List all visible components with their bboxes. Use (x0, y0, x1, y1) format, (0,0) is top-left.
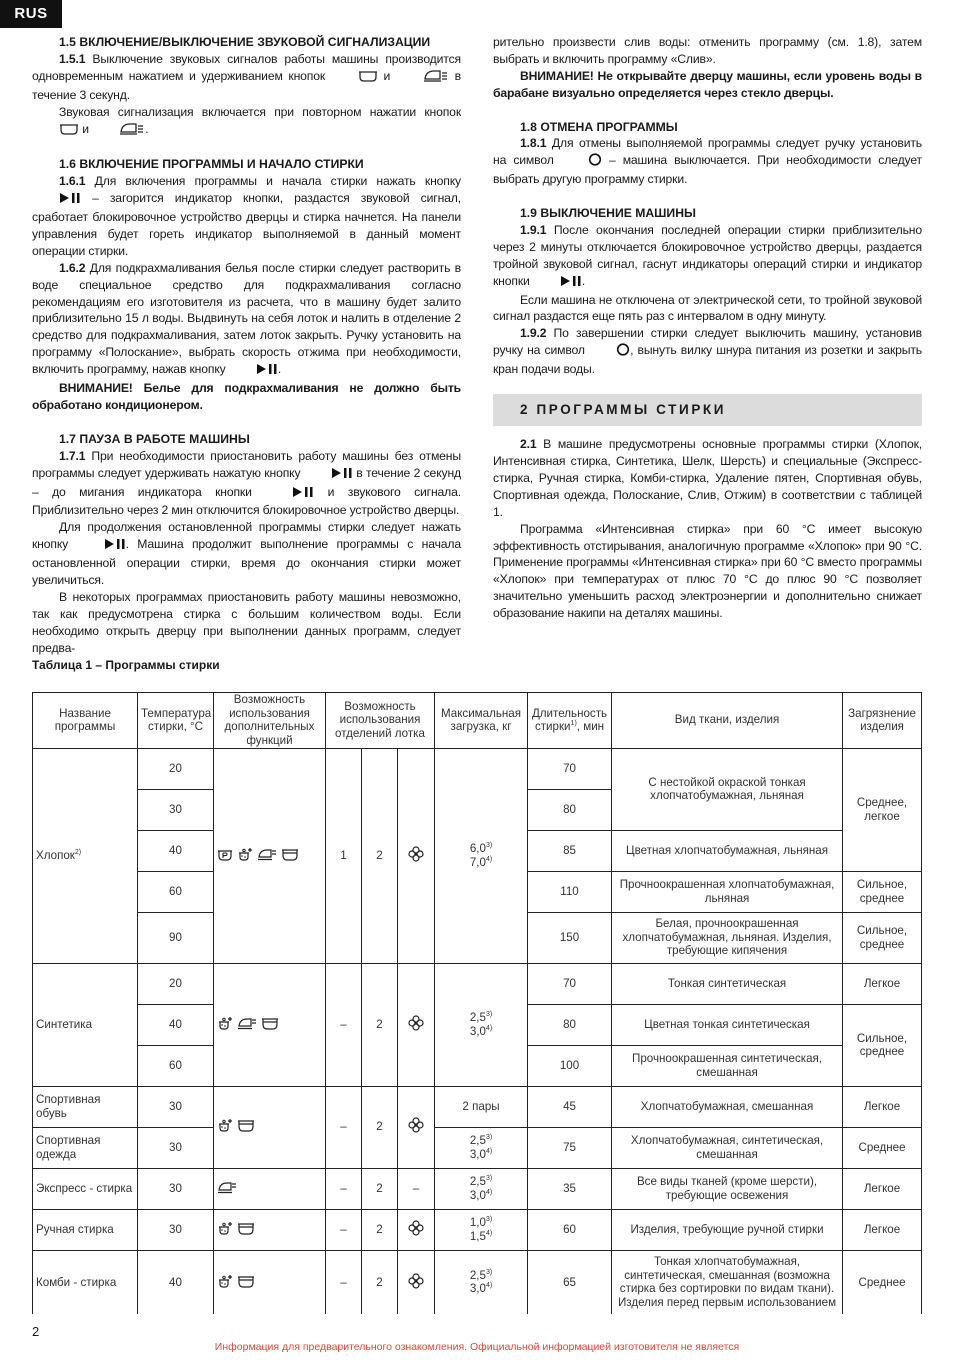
duration-cell: 70 (528, 963, 612, 1004)
fabric-cell: Все виды тканей (кроме шерсти), требующие освежения (612, 1168, 843, 1209)
temp-cell: 30 (138, 1086, 214, 1127)
soil-cell: Легкое (843, 1086, 922, 1127)
fabric-cell: С нестойкой окраской тонкая хлопчатобумажная, льняная (612, 748, 843, 830)
temp-cell: 30 (138, 789, 214, 830)
tray-2-cell: 2 (362, 1250, 398, 1314)
program-name: Ручная стирка (33, 1209, 138, 1250)
load-cell: 2,5$^{3)}$ 3,0$^{4)}$ (435, 1168, 528, 1209)
fabric-cell: Тонкая хлопчатобумажная, синтетическая, смешанная (возможна стирка без сортировки по видам ткани). Изделия перед первым использованием (612, 1250, 843, 1314)
functions-cell (214, 748, 326, 963)
off-circle-icon (589, 343, 630, 361)
extra-rinse-icon (237, 1274, 255, 1292)
load-cell: 2,5$^{3)}$ 3,0$^{4)}$ (435, 1250, 528, 1314)
table-row (33, 1127, 922, 1168)
functions-cell (214, 1250, 326, 1314)
softener-compartment-icon (408, 1021, 424, 1034)
paragraph-1-9-1b: Если машина не отключена от электрической сети, то тройной звуковой сигнал раздастся еще пять раз с интервалом в одну минуту. (493, 292, 922, 324)
start-pause-icon (304, 467, 353, 484)
temp-cell: 30 (138, 1168, 214, 1209)
stain-removal-icon (217, 1016, 233, 1034)
header-tray: Возможность использования отделений лотка (326, 692, 435, 748)
program-name: Хлопок$^{2)}$ (33, 748, 138, 963)
tray-1-cell: – (326, 1086, 362, 1168)
paragraph-1-7-3: В некоторых программах приостановить работу машины невозможно, так как предусмотрена стирка с большим количеством воды. Если необходимо открыть дверцу при выполнении данных программ, следует предва- (32, 589, 461, 655)
table-caption: Таблица 1 – Программы стирки (32, 657, 220, 672)
stain-removal-icon (237, 847, 253, 865)
load-cell: 2 пары (435, 1086, 528, 1127)
temp-cell: 60 (138, 871, 214, 912)
program-name: Синтетика (33, 963, 138, 1086)
paragraph-1-5-1: 1.5.1 Выключение звуковых сигналов работы машины производится одновременным нажатием и удерживанием кнопок и в течение 3 секунд. (32, 51, 461, 102)
header-temp: Температура стирки, °С (138, 692, 214, 748)
easy-iron-icon (92, 122, 145, 140)
section-heading-1-5: 1.5 ВКЛЮЧЕНИЕ/ВЫКЛЮЧЕНИЕ ЗВУКОВОЙ СИГНАЛИЗАЦИИ (59, 35, 431, 49)
softener-cell (398, 963, 435, 1086)
tray-1-cell: 1 (326, 748, 362, 963)
header-funcs: Возможность использования дополнительных функций (214, 692, 326, 748)
functions-cell (214, 963, 326, 1086)
stain-removal-icon (217, 1274, 233, 1292)
paragraph-1-9-1: 1.9.1 После окончания последней операции стирки приблизительно через 2 минуты отключается блокировочное устройство дверцы, раздается тройной звуковой сигнал, гаснут индикаторы операций стирки и индикатор кнопки . (493, 222, 922, 292)
functions-cell (214, 1209, 326, 1250)
programs-table (32, 692, 922, 1315)
header-name: Название программы (33, 692, 138, 748)
softener-compartment-icon (408, 1123, 424, 1136)
duration-cell: 45 (528, 1086, 612, 1127)
temp-cell: 20 (138, 963, 214, 1004)
duration-cell: 70 (528, 748, 612, 789)
tray-2-cell: 2 (362, 1168, 398, 1209)
soil-cell: Легкое (843, 1209, 922, 1250)
functions-cell (214, 1086, 326, 1168)
program-name: Спортивная одежда (33, 1127, 138, 1168)
start-pause-icon (265, 486, 314, 503)
paragraph-1-8-1: 1.8.1 Для отмены выполняемой программы следует ручку установить на символ – машина выключается. При необходимости следует выбрать другую программу стирки. (493, 136, 922, 187)
duration-cell: 60 (528, 1209, 612, 1250)
tray-1-cell: – (326, 1168, 362, 1209)
tray-2-cell: 2 (362, 748, 398, 963)
text-columns (32, 34, 922, 657)
easy-iron-icon (257, 847, 277, 865)
fabric-cell: Цветная тонкая синтетическая (612, 1004, 843, 1045)
footer-disclaimer: Информация для предварительного ознакомления. Официальной информацией изготовителя не является (214, 1341, 740, 1354)
extra-rinse-icon (331, 70, 378, 87)
start-pause-icon (77, 538, 126, 555)
easy-iron-icon (396, 69, 449, 87)
extra-rinse-icon (281, 847, 299, 865)
soil-cell: Среднее (843, 1127, 922, 1168)
temp-cell: 30 (138, 1127, 214, 1168)
section-heading-1-9: 1.9 ВЫКЛЮЧЕНИЕ МАШИНЫ (520, 206, 696, 221)
soil-cell: Легкое (843, 963, 922, 1004)
language-badge: RUS (0, 0, 62, 28)
fabric-cell: Хлопчатобумажная, смешанная (612, 1086, 843, 1127)
duration-cell: 110 (528, 871, 612, 912)
temp-cell: 40 (138, 1250, 214, 1314)
temp-cell: 20 (138, 748, 214, 789)
header-load: Максимальная загрузка, кг (435, 692, 528, 748)
softener-compartment-icon (408, 852, 424, 865)
load-cell: 6,0$^{3)}$ 7,0$^{4)}$ (435, 748, 528, 963)
paragraph-1-5-2: Звуковая сигнализация включается при повторном нажатии кнопок и . (32, 104, 461, 140)
duration-cell: 85 (528, 830, 612, 871)
duration-cell: 100 (528, 1045, 612, 1086)
fabric-cell: Цветная хлопчатобумажная, льняная (612, 830, 843, 871)
softener-cell (398, 748, 435, 963)
soil-cell: Среднее (843, 1250, 922, 1314)
softener-compartment-icon (408, 1279, 424, 1292)
duration-cell: 80 (528, 789, 612, 830)
extra-rinse-icon (237, 1118, 255, 1136)
tray-2-cell: 2 (362, 963, 398, 1086)
soil-cell: Сильное, среднее (843, 1004, 922, 1086)
warning-door: ВНИМАНИЕ! Не открывайте дверцу машины, если уровень воды в барабане визуально определяется через стекло дверцы. (493, 68, 922, 100)
softener-cell: – (398, 1168, 435, 1209)
soil-cell: Сильное, среднее (843, 912, 922, 963)
program-name: Экспресс - стирка (33, 1168, 138, 1209)
paragraph-1-6-1: 1.6.1 Для включения программы и начала стирки нажать кнопку – загорится индикатор кнопки, раздастся звуковой сигнал, сработает блокировочное устройство дверцы и стирка начнется. На панели управления будет гореть индикатор выполняемой в данный момент операции стирки. (32, 174, 461, 258)
soil-cell: Сильное, среднее (843, 871, 922, 912)
table-row (33, 1250, 922, 1314)
paragraph-1-7-1: 1.7.1 При необходимости приостановить работу машины без отмены программы следует удерживать нажатую кнопку в течение 2 секунд – до мигания индикатора кнопки и звукового сигнала. Приблизительно через 2 мин отключится блокировочное устройство дверцы. (32, 448, 462, 518)
paragraph-1-7-3-cont: рительно произвести слив воды: отменить программу (см. 1.8), затем выбрать и включить программу «Слив». (493, 35, 922, 66)
table-row (33, 1168, 922, 1209)
fabric-cell: Прочноокрашенная синтетическая, смешанная (612, 1045, 843, 1086)
start-pause-icon (229, 363, 278, 380)
prewash-icon (217, 847, 233, 865)
temp-cell: 90 (138, 912, 214, 963)
tray-1-cell: – (326, 1250, 362, 1314)
load-cell: 2,5$^{3)}$ 3,0$^{4)}$ (435, 963, 528, 1086)
temp-cell: 40 (138, 1004, 214, 1045)
tray-2-cell: 2 (362, 1086, 398, 1168)
program-name: Спортивная обувь (33, 1086, 138, 1127)
fabric-cell: Прочноокрашенная хлопчатобумажная, льняная (612, 871, 843, 912)
soil-cell: Легкое (843, 1168, 922, 1209)
section-heading-1-7: 1.7 ПАУЗА В РАБОТЕ МАШИНЫ (59, 431, 250, 446)
header-fabric: Вид ткани, изделия (612, 692, 843, 748)
program-name: Комби - стирка (33, 1250, 138, 1314)
fabric-cell: Белая, прочноокрашенная хлопчатобумажная, льняная. Изделия, требующие кипячения (612, 912, 843, 963)
paragraph-1-9-2: 1.9.2 По завершении стирки следует выключить машину, установив ручку на символ , вынуть вилку шнура питания из розетки и закрыть кран подачи воды. (493, 326, 922, 377)
tray-1-cell: – (326, 963, 362, 1086)
table-row (33, 748, 922, 789)
fabric-cell: Изделия, требующие ручной стирки (612, 1209, 843, 1250)
off-circle-icon (561, 153, 602, 171)
right-column (493, 34, 922, 622)
load-cell: 1,0$^{3)}$ 1,5$^{4)}$ (435, 1209, 528, 1250)
extra-rinse-icon (237, 1221, 255, 1239)
soil-cell: Среднее, легкое (843, 748, 922, 871)
duration-cell: 75 (528, 1127, 612, 1168)
start-pause-icon (32, 192, 81, 209)
paragraph-1-7-2: Для продолжения остановленной программы стирки следует нажать кнопку . Машина продолжит выполнение программы с начала остановленной операции стирки, время до окончания стирки может увеличиться. (32, 520, 461, 588)
fabric-cell: Хлопчатобумажная, синтетическая, смешанная (612, 1127, 843, 1168)
warning-starch: ВНИМАНИЕ! Белье для подкрахмаливания не должно быть обработано кондиционером. (32, 381, 461, 413)
temp-cell: 60 (138, 1045, 214, 1086)
load-cell: 2,5$^{3)}$ 3,0$^{4)}$ (435, 1127, 528, 1168)
paragraph-2-1: 2.1 В машине предусмотрены основные программы стирки (Хлопок, Интенсивная стирка, Синтетика, Шелк, Шерсть) и специальные (Экспресс-стирка, Ручная стирка, Комби-стирка, Удаление пятен, Спортивная обувь, Спортивная одежда, Полоскание, Слив, Отжим) в соответствии с таблицей 1. (493, 437, 922, 519)
extra-rinse-icon (32, 123, 79, 140)
section-heading-1-6: 1.6 ВКЛЮЧЕНИЕ ПРОГРАММЫ И НАЧАЛО СТИРКИ (59, 157, 364, 172)
section-banner-2: 2 ПРОГРАММЫ СТИРКИ (493, 394, 922, 426)
softener-cell (398, 1250, 435, 1314)
softener-compartment-icon (408, 1226, 424, 1239)
paragraph-1-6-2: 1.6.2 Для подкрахмаливания белья после стирки следует растворить в воде специальное средство для подкрахмаливания согласно рекомендациям его изготовителя из расчета, что в машину будет залито приблизительно 15 л воды. Выдвинуть на себя лоток и налить в отделение 2 средство для подкрахмаливания, затем лоток закрыть. Ручку установить на программу «Полоскание», выбрать скорость отжима при необходимости, включить программу, нажав кнопку . (32, 260, 461, 380)
temp-cell: 40 (138, 830, 214, 871)
easy-iron-icon (237, 1016, 257, 1034)
stain-removal-icon (217, 1118, 233, 1136)
table-row (33, 1086, 922, 1127)
table-header-row (33, 692, 922, 748)
header-soil: Загрязнение изделия (843, 692, 922, 748)
start-pause-icon (533, 275, 582, 292)
duration-cell: 65 (528, 1250, 612, 1314)
table-row (33, 1209, 922, 1250)
tray-2-cell: 2 (362, 1209, 398, 1250)
section-heading-1-8: 1.8 ОТМЕНА ПРОГРАММЫ (520, 119, 678, 134)
duration-cell: 35 (528, 1168, 612, 1209)
temp-cell: 30 (138, 1209, 214, 1250)
header-duration: Длительность стирки$^{1)}$, мин (528, 692, 612, 748)
tray-1-cell: – (326, 1209, 362, 1250)
stain-removal-icon (217, 1221, 233, 1239)
page-number: 2 (32, 1324, 40, 1340)
table-row (33, 963, 922, 1004)
fabric-cell: Тонкая синтетическая (612, 963, 843, 1004)
duration-cell: 150 (528, 912, 612, 963)
softener-cell (398, 1209, 435, 1250)
left-column (32, 34, 461, 657)
duration-cell: 80 (528, 1004, 612, 1045)
functions-cell (214, 1168, 326, 1209)
softener-cell (398, 1086, 435, 1168)
paragraph-2-1b: Программа «Интенсивная стирка» при 60 °С имеет высокую эффективность отстирывания, аналогичную программе «Хлопок» при 90 °С. Применение программы «Интенсивная стирка» при 60 °С вместо программы «Хлопок» при температурах от плюс 70 °С до плюс 90 °С позволяет значительно уменьшить расход электроэнергии и дополнительно снижает образование накипи на деталях машины. (493, 521, 922, 621)
easy-iron-icon (217, 1180, 237, 1198)
extra-rinse-icon (261, 1016, 279, 1034)
